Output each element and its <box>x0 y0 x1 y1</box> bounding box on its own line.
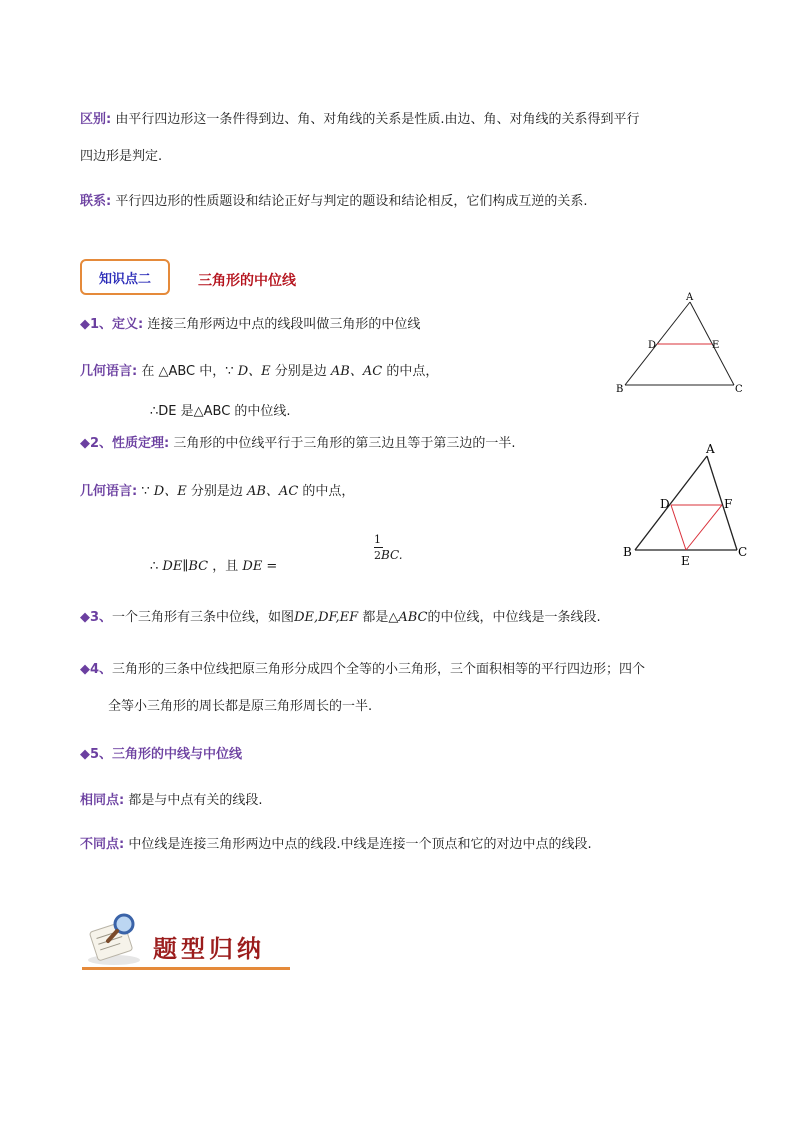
point3-label: ◆3、 <box>80 610 113 625</box>
point1-definition <box>80 313 420 332</box>
label-d: D <box>660 497 670 511</box>
point3 <box>80 606 601 625</box>
point4-line1 <box>80 658 645 677</box>
side-ac <box>707 456 737 550</box>
and-text: ，且 <box>212 559 239 574</box>
figure-triangle-three-midlines <box>620 438 760 573</box>
half-fraction <box>374 534 403 562</box>
point2-text: 三角形的中位线平行于三角形的第三边且等于第三边的一半. <box>173 436 516 451</box>
point2-geo-a: ∵ <box>141 484 150 499</box>
point5-label: ◆5、三角形的中线与中位线 <box>80 747 243 762</box>
point3-a: 一个三角形有三条中位线，如图 <box>112 610 295 625</box>
point2-geo <box>80 480 354 499</box>
point5-same <box>80 789 262 808</box>
label-c: C <box>735 384 743 395</box>
midline-ef <box>686 505 722 550</box>
point1-geo-b: D、E <box>237 364 271 379</box>
point2-geo-e: 的中点， <box>302 484 355 499</box>
point1-label: ◆1、定义: <box>80 317 144 332</box>
point2-geo-c: 分别是边 <box>190 484 243 499</box>
diff-paragraph <box>80 108 639 127</box>
point4-text1: 三角形的三条中位线把原三角形分成四个全等的小三角形，三个面积相等的平行四边形；四个 <box>112 662 646 677</box>
label-b: B <box>616 384 624 395</box>
link-label: 联系: <box>80 194 112 209</box>
point3-b: DE,DF,EF <box>294 610 359 625</box>
point3-c: 都是△ <box>362 610 399 625</box>
label-f: F <box>724 497 733 511</box>
midline-de <box>671 505 686 550</box>
side-ab <box>635 456 707 550</box>
notepad-magnifier-icon <box>84 910 148 968</box>
same-label: 相同点: <box>80 793 125 808</box>
point4-label: ◆4、 <box>80 662 113 677</box>
point1-conclusion: ∴DE 是△ABC 的中位线. <box>150 404 291 419</box>
point3-d: ABC <box>398 610 428 625</box>
point3-e: 的中位线，中位线是一条线段. <box>427 610 601 625</box>
de-parallel-bc: DE∥BC <box>162 559 209 574</box>
point1-geo-d: AB、AC <box>330 364 383 379</box>
point5-diff-text: 中位线是连接三角形两边中点的线段.中线是连接一个顶点和它的对边中点的线段. <box>128 837 592 852</box>
point2-conclusion <box>150 555 277 574</box>
point1-geo-label: 几何语言: <box>80 364 138 379</box>
section-title: 三角形的中位线 <box>198 273 296 289</box>
diff-line1: 由平行四边形这一条件得到边、角、对角线的关系是性质.由边、角、对角线的关系得到平行 <box>115 112 640 127</box>
point1-geo-c: 分别是边 <box>274 364 327 379</box>
label-a: A <box>706 442 715 456</box>
fraction-denominator: 2 <box>374 549 381 562</box>
banner-title: 题型归纳 <box>153 934 265 963</box>
point2-geo-d: AB、AC <box>246 484 299 499</box>
point2-label: ◆2、性质定理: <box>80 436 170 451</box>
point1-geo-a: 在 △ABC 中，∵ <box>141 364 234 379</box>
point5-diff-label: 不同点: <box>80 837 125 852</box>
fraction-tail: BC. <box>381 548 403 562</box>
banner-underline <box>82 967 290 970</box>
point2-theorem <box>80 432 516 451</box>
point1-geo <box>80 360 438 379</box>
point5-diff <box>80 833 592 852</box>
label-d: D <box>648 340 657 351</box>
label-e: E <box>681 554 690 568</box>
point2-geo-label: 几何语言: <box>80 484 138 499</box>
label-a: A <box>686 292 694 303</box>
same-text: 都是与中点有关的线段. <box>128 793 263 808</box>
diff-label: 区别: <box>80 112 112 127</box>
link-text: 平行四边形的性质题设和结论正好与判定的题设和结论相反，它们构成互逆的关系. <box>115 194 588 209</box>
therefore-symbol: ∴ <box>150 559 159 574</box>
figure-triangle-midline <box>615 288 755 398</box>
point4-line2: 全等小三角形的周长都是原三角形周长的一半. <box>108 699 373 714</box>
de-equals: DE = <box>242 559 278 574</box>
label-b: B <box>623 545 632 559</box>
link-paragraph <box>80 190 587 209</box>
label-e: E <box>712 340 720 351</box>
diff-line2: 四边形是判定. <box>80 149 163 164</box>
fraction-numerator: 1 <box>374 533 381 546</box>
point2-geo-b: D、E <box>153 484 187 499</box>
label-c: C <box>738 545 748 559</box>
point1-geo-e: 的中点， <box>386 364 439 379</box>
knowledge-point-tag: 知识点二 <box>80 259 170 295</box>
point1-text: 连接三角形两边中点的线段叫做三角形的中位线 <box>147 317 421 332</box>
